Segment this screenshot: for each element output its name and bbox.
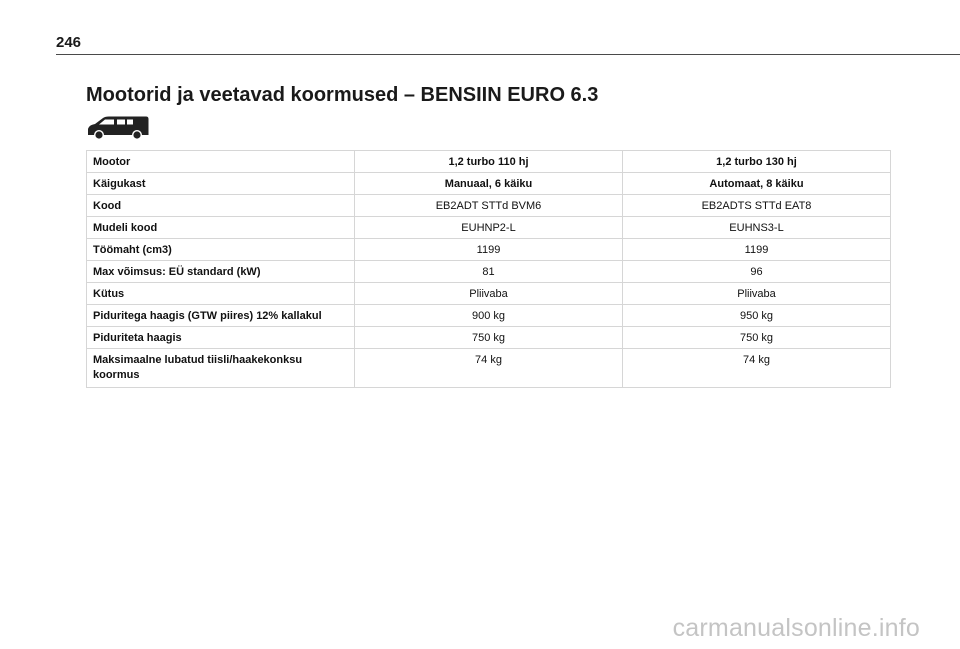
table-cell: 74 kg: [623, 349, 891, 388]
table-cell: EB2ADT STTd BVM6: [355, 195, 623, 217]
table-cell: Max võimsus: EÜ standard (kW): [87, 261, 355, 283]
table-cell: Manuaal, 6 käiku: [355, 173, 623, 195]
table-cell: 900 kg: [355, 305, 623, 327]
table-cell: 96: [623, 261, 891, 283]
table-cell: 81: [355, 261, 623, 283]
section-title: Mootorid ja veetavad koormused – BENSIIN EURO 6.3: [86, 84, 599, 106]
van-icon: [86, 114, 150, 142]
table-cell: Automaat, 8 käiku: [623, 173, 891, 195]
page-number: 246: [56, 34, 82, 51]
table-cell: 1,2 turbo 130 hj: [623, 151, 891, 173]
table-cell: 1199: [623, 239, 891, 261]
table-cell: Mootor: [87, 151, 355, 173]
table-cell: EB2ADTS STTd EAT8: [623, 195, 891, 217]
table-cell: Piduriteta haagis: [87, 327, 355, 349]
table-cell: 750 kg: [623, 327, 891, 349]
table-cell: Pliivaba: [623, 283, 891, 305]
table-cell: Mudeli kood: [87, 217, 355, 239]
table-cell: Käigukast: [87, 173, 355, 195]
table-cell: Kütus: [87, 283, 355, 305]
table-row: [87, 217, 891, 239]
table-header-row: [87, 151, 891, 173]
table-row: [87, 239, 891, 261]
watermark: carmanualsonline.info: [672, 614, 920, 642]
table-cell: EUHNP2-L: [355, 217, 623, 239]
table-row: [87, 327, 891, 349]
header-divider: [56, 54, 960, 55]
table-row: [87, 173, 891, 195]
table-cell: Töömaht (cm3): [87, 239, 355, 261]
table-cell: Maksimaalne lubatud tiisli/haakekonksu koormus: [87, 349, 355, 388]
table-row: [87, 305, 891, 327]
table-cell: 750 kg: [355, 327, 623, 349]
table-cell: Kood: [87, 195, 355, 217]
table-row: [87, 261, 891, 283]
table-cell: 950 kg: [623, 305, 891, 327]
table-row: [87, 195, 891, 217]
table-cell: 1199: [355, 239, 623, 261]
engine-spec-table: [86, 150, 891, 388]
table-row: [87, 283, 891, 305]
table-cell: Piduritega haagis (GTW piires) 12% kallakul: [87, 305, 355, 327]
table-cell: EUHNS3-L: [623, 217, 891, 239]
table-cell: Pliivaba: [355, 283, 623, 305]
table-row: [87, 349, 891, 388]
table-cell: 74 kg: [355, 349, 623, 388]
table-cell: 1,2 turbo 110 hj: [355, 151, 623, 173]
